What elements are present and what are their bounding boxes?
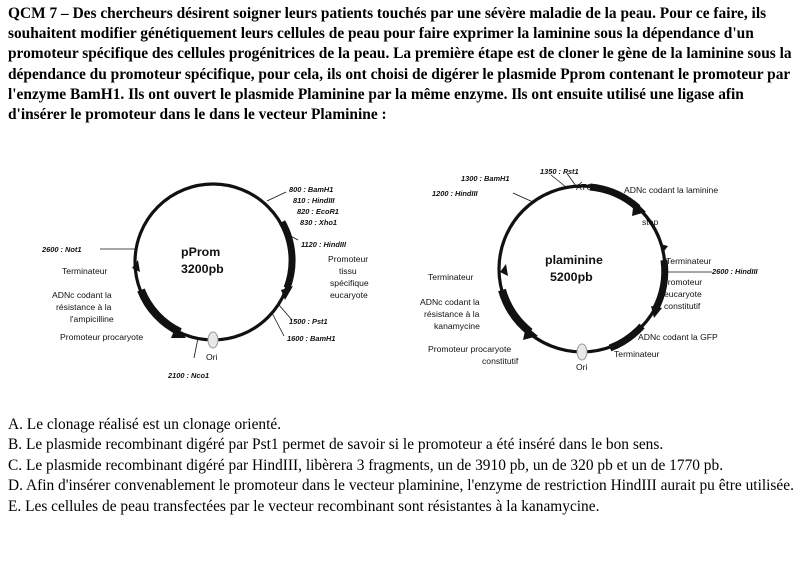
plaminine-atg-label: ATG (576, 182, 594, 192)
pprom-resist-label-1: ADNc codant la (52, 290, 112, 300)
pprom-resistance-segment (141, 290, 180, 332)
pprom-site-pst1-1500: 1500 : Pst1 (289, 317, 328, 326)
plaminine-resist-label-3: kanamycine (434, 321, 480, 331)
plaminine-terminator-left-label: Terminateur (428, 272, 474, 282)
plaminine-promoter-label-3: constitutif (664, 301, 701, 311)
plaminine-bamh1-tick (551, 175, 566, 187)
pprom-site-xhoi-830: 830 : Xho1 (300, 218, 337, 227)
plaminine-size: 5200pb (550, 270, 593, 284)
plaminine-ori-label: Ori (576, 362, 588, 372)
plaminine-promoter-arrowhead (651, 306, 662, 318)
pprom-prok-promoter-label: Promoteur procaryote (60, 332, 144, 342)
pprom-size: 3200pb (181, 262, 224, 276)
plaminine-terminator-left-arrow (500, 264, 508, 276)
plaminine-terminator-bottom-label: Terminateur (614, 349, 660, 359)
pprom-ori-label: Ori (206, 352, 218, 362)
answer-options (8, 415, 794, 517)
option-d[interactable]: D. Afin d'insérer convenablement le promoteur dans le vecteur plaminine, l'enzyme de restriction HindIII aurait pu être utilisée. (8, 477, 794, 495)
option-a[interactable]: A. Le clonage réalisé est un clonage orienté. (8, 416, 282, 433)
pprom-promoter-label-4: eucaryote (330, 290, 368, 300)
plaminine-site-bamh1-1300: 1300 : BamH1 (461, 174, 510, 183)
pprom-promoter-segment (282, 222, 292, 288)
plaminine-gfp-label: ADNc codant la GFP (638, 332, 718, 342)
pprom-ori-marker (208, 332, 218, 348)
plaminine-prok-label-2: constitutif (482, 356, 519, 366)
pprom-promoter-label-1: Promoteur (328, 254, 369, 264)
plaminine-site-hindiii-1200: 1200 : HindIII (432, 189, 478, 198)
question-title: QCM 7 – (8, 5, 69, 22)
option-c[interactable]: C. Le plasmide recombinant digéré par HindIII, libèrera 3 fragments, un de 3910 pb, un de 320 pb et un de 1770 pb. (8, 456, 724, 474)
plaminine-prok-label-1: Promoteur procaryote (428, 344, 512, 354)
plaminine-ori-marker (577, 344, 587, 360)
pprom-site-bamh1-800: 800 : BamH1 (289, 185, 334, 194)
plaminine-site-pst1-1350: 1350 : Pst1 (540, 167, 579, 176)
pprom-bamh1b-tick (272, 313, 284, 336)
plaminine-cdna-laminine-label: ADNc codant la laminine (624, 185, 719, 195)
option-e[interactable]: E. Les cellules de peau transfectées par le vecteur recombinant sont résistantes à la kanamycine. (8, 497, 600, 515)
pprom-name: pProm (181, 245, 221, 259)
pprom-site-hindiii-810: 810 : HindIII (293, 196, 335, 205)
plaminine-resist-label-2: résistance à la (424, 309, 480, 319)
pprom-bamh1-tick (267, 192, 286, 201)
pprom-promoter-label-3: spécifique (330, 278, 369, 288)
plaminine-promoter-label-2: eucaryote (664, 289, 702, 299)
question-text: Des chercheurs désirent soigner leurs patients touchés par une sévère maladie de la peau. Pour ce faire, ils souhaitent modifier génétiquement leurs cellules de peau pour faire exprimer la laminine sous la dépendance d'un promoteur spécifique des cellules progénitrices de la peau. La première étape est de cloner le gène de la laminine sous la dépendance du promoteur spécifique, pour cela, ils ont choisi de digérer le plasmide Pprom contenant le promoteur par l'enzyme BamH1. Ils ont ouvert le plasmide Plaminine par la même enzyme. Ils ont ensuite utilisé une ligase afin d'insérer le promoteur dans le dans le vecteur Plaminine : (8, 5, 792, 124)
plaminine-resistance-segment (502, 290, 530, 332)
plaminine-promoter-label-1: Promoteur (662, 277, 703, 287)
question-stem (8, 4, 794, 125)
plaminine-stop-label: stop (642, 217, 659, 227)
pprom-site-noti-2600: 2600 : Not1 (42, 245, 82, 254)
pprom-promoter-label-2: tissu (339, 266, 357, 276)
plaminine-name: plaminine (545, 253, 603, 267)
plaminine-hindiii-1200-tick (513, 193, 533, 202)
pprom-resist-label-2: résistance à la (56, 302, 112, 312)
pprom-site-bamh1-1600: 1600 : BamH1 (287, 334, 336, 343)
plaminine-terminator-right-label: Terminateur (666, 256, 712, 266)
plasmid-figure (0, 160, 804, 410)
plaminine-site-hindiii-2600: 2600 : HindIII (712, 267, 758, 276)
pprom-terminator-label: Terminateur (62, 266, 108, 276)
plaminine-resist-label-1: ADNc codant la (420, 297, 480, 307)
pprom-site-hindiii-1120: 1120 : HindIII (301, 240, 347, 249)
pprom-resist-label-3: l'ampicilline (70, 314, 114, 324)
pprom-site-ecori-820: 820 : EcoR1 (297, 207, 339, 216)
option-b[interactable]: B. Le plasmide recombinant digéré par Pst1 permet de savoir si le promoteur a été inséré dans le bon sens. (8, 436, 664, 454)
pprom-ncoi-tick (194, 338, 198, 358)
plaminine-map (420, 167, 759, 372)
pprom-map (41, 184, 369, 380)
pprom-site-ncoi-2100: 2100 : Nco1 (168, 371, 210, 380)
